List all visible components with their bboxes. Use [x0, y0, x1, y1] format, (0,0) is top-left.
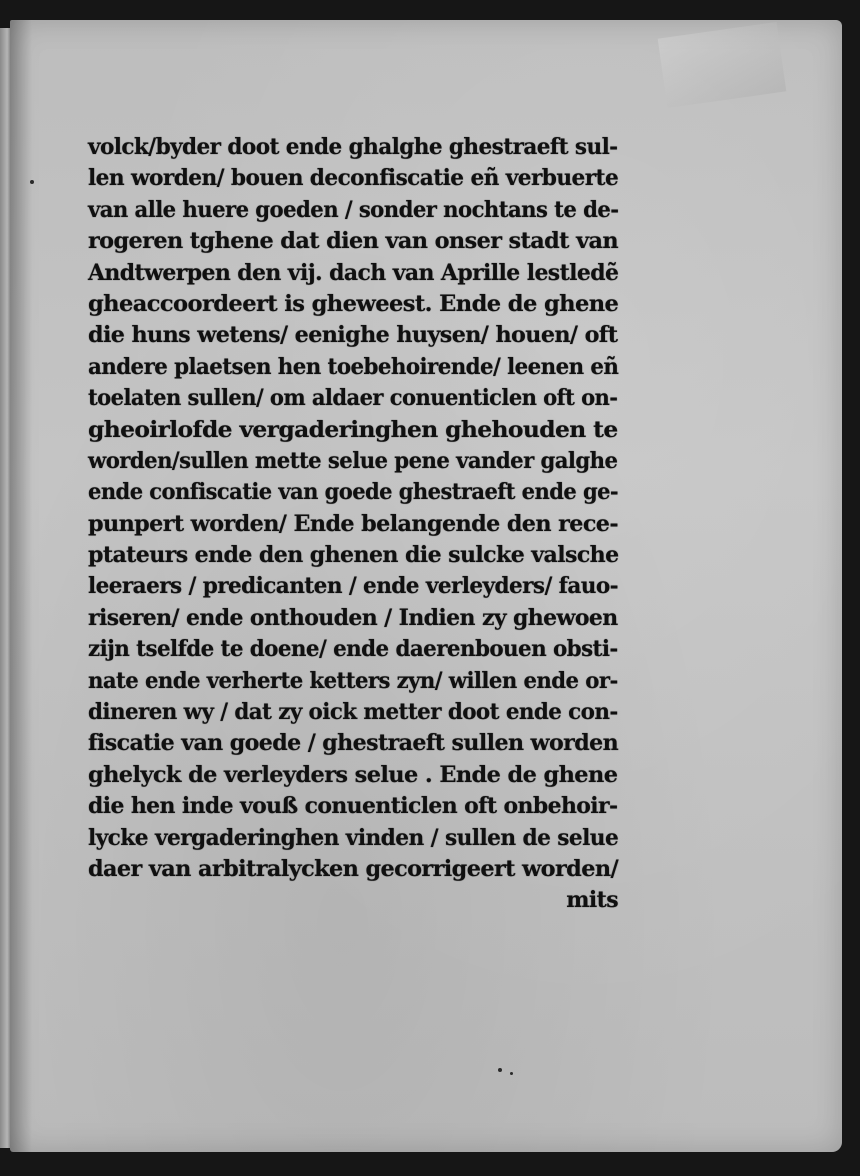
- paper-spot: [510, 1072, 513, 1075]
- text-line: andere plaetsen hen toebehoirende/ leenen eñ: [88, 353, 619, 380]
- text-line: ghelyck de verleyders selue . Ende de ghene: [88, 761, 618, 788]
- paper-spot: [30, 180, 34, 184]
- text-line: gheaccoordeert is gheweest. Ende de ghene: [88, 290, 619, 317]
- text-line: zijn tselfde te doene/ ende daerenbouen obsti-: [88, 636, 618, 663]
- text-line: ptateurs ende den ghenen die sulcke valsche: [88, 542, 619, 569]
- text-line: ende confiscatie van goede ghestraeft ende ge-: [88, 479, 619, 506]
- gutter-shadow: [10, 20, 32, 1152]
- text-line: fiscatie van goede / ghestraeft sullen worden: [88, 730, 619, 757]
- document-page: [10, 20, 842, 1152]
- text-line: nate ende verherte ketters zyn/ willen ende or-: [88, 667, 618, 694]
- text-line: van alle huere goeden / sonder nochtans te de-: [88, 196, 619, 223]
- text-line: die huns wetens/ eenighe huysen/ houen/ oft: [88, 322, 618, 349]
- text-line: Andtwerpen den vij. dach van Aprille lestledẽ: [88, 259, 619, 286]
- text-line: punpert worden/ Ende belangende den rece-: [88, 510, 618, 537]
- text-line: gheoirlofde vergaderinghen ghehouden te: [88, 416, 618, 443]
- text-line: riseren/ ende onthouden / Indien zy ghewoen: [88, 604, 618, 631]
- text-line: volck/byder doot ende ghalghe ghestraeft sul-: [88, 134, 618, 160]
- catchword: mits: [566, 887, 618, 914]
- text-line: dineren wy / dat zy oick metter doot ende con-: [88, 699, 618, 726]
- text-line: worden/sullen mette selue pene vander galghe: [88, 447, 618, 474]
- text-block: [88, 132, 618, 917]
- text-line: die hen inde vouß conuenticlen oft onbehoir-: [88, 793, 618, 820]
- paper-spot: [498, 1068, 502, 1072]
- text-line: daer van arbitralycken gecorrigeert worden/: [88, 855, 619, 882]
- paper-crease: [658, 22, 787, 108]
- text-line: toelaten sullen/ om aldaer conuenticlen oft on-: [88, 385, 618, 412]
- text-line: lycke vergaderinghen vinden / sullen de selue: [88, 824, 619, 851]
- text-line: rogeren tghene dat dien van onser stadt van: [88, 228, 619, 255]
- text-line: leeraers / predicanten / ende verleyders/ fauo-: [88, 573, 619, 600]
- text-line: len worden/ bouen deconfiscatie eñ verbuerte: [88, 165, 619, 192]
